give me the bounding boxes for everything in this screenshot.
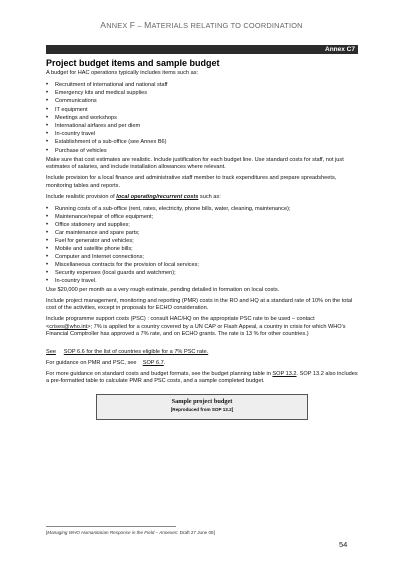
see-reference	[46, 349, 358, 357]
budget-item: • Emergency kits and medical supplies	[46, 89, 358, 97]
header-annex-initial: A	[100, 20, 107, 30]
sample-budget-subtitle: [Reproduced from SOP 13.2]	[170, 406, 234, 412]
recurrent-cost-item: • Computer and Internet connections;	[46, 253, 358, 261]
guidance1-end: .	[163, 359, 166, 366]
header-materials-initial: M	[144, 20, 152, 30]
monthly-estimate-paragraph: Use $20,000 per month as a very rough estimate, pending detailed in formation on local costs.	[46, 286, 280, 293]
footer-italic: Managing WHO Humanitarian Response in the Field – Annexes	[47, 530, 178, 535]
recurrent-cost-item: • In-country travel.	[46, 277, 358, 285]
footer-rest: : Draft 27 June 08]	[177, 530, 215, 535]
budget-item: • Communications	[46, 97, 358, 105]
intro-paragraph: A budget for HAC operations typically includes items such as:	[46, 70, 199, 76]
footer-citation	[46, 530, 215, 535]
running-header	[0, 20, 403, 30]
psc-text-2: >; 7% is applied for a country covered by a UN CAP or Flash Appeal, a country in crisis for which WHO's Financial Comptroller has approved a 7% rate, and on ECHO grants. The rate is 13 % for other countries.)	[46, 323, 346, 338]
guidance2-text-2: . SOP 13.2 also includes a pre-formatted table to calculate PMR and PSC costs, and a sample completed budget.	[46, 370, 358, 385]
pmr-paragraph: Include project management, monitoring and reporting (PMR) costs in the RO and HQ at a standard rate of 10% on the total cost of the activities, except in proposals for ECHO consideration.	[46, 297, 353, 312]
see-text: for the list of countries eligible for a 7% PSC rate.	[84, 348, 209, 355]
recurrent-suffix: such as:	[198, 193, 221, 200]
cost-estimates-paragraph: Make sure that cost estimates are realistic. Include justification for each budget line. Use standard costs for staff, not just estimates of salaries, and include installation allowances where relevant.	[46, 156, 344, 171]
sop-6-7-link[interactable]: SOP 6.7	[142, 359, 164, 366]
budget-item: • Recruitment of international and national staff	[46, 81, 358, 89]
header-materials-rest: ATERIALS RELATING TO COORDINATION	[151, 21, 303, 30]
budget-item: • International airfares and per diem	[46, 122, 358, 130]
recurrent-bold: local operating/recurrent costs	[116, 193, 199, 200]
budget-items-list	[46, 81, 358, 155]
page-content	[46, 58, 358, 420]
psc-text-1: Include programme support costs (PSC) : consult HAC/HQ on the appropriate PSC rate to be used – contact <	[46, 316, 315, 330]
see-label: See	[46, 348, 56, 355]
email-link[interactable]: crises@who.int	[49, 323, 88, 330]
sop-13-2-link[interactable]: SOP 13.2	[272, 370, 297, 377]
budget-item: • In-country travel	[46, 130, 358, 138]
header-annex-letter: F	[129, 20, 136, 30]
page-number: 54	[339, 540, 348, 549]
guidance-pmr-psc	[46, 360, 358, 368]
header-separator: –	[135, 21, 145, 30]
recurrent-cost-item: • Office stationery and supplies;	[46, 221, 358, 229]
recurrent-cost-item: • Car maintenance and spare parts;	[46, 229, 358, 237]
recurrent-cost-item: • Security expenses (local guards and watchmen);	[46, 269, 358, 277]
guidance2-text-1: For more guidance on standard costs and budget formats, see the budget planning table in	[46, 370, 273, 377]
guidance-budget-formats	[46, 371, 358, 386]
sop-6-6-link[interactable]: SOP 6.6	[63, 348, 85, 355]
footer-open: [	[46, 530, 48, 535]
psc-paragraph	[46, 316, 358, 339]
sample-budget-title: Sample project budget	[171, 397, 233, 405]
recurrent-cost-item: • Miscellaneous contracts for the provision of local services;	[46, 261, 358, 269]
budget-item: • IT equipment	[46, 106, 358, 114]
annex-label-bar: Annex C7	[46, 45, 358, 54]
budget-item: • Establishment of a sub-office (see Annex B6)	[46, 138, 358, 146]
page-title: Project budget items and sample budget	[46, 58, 220, 68]
header-annex-rest: NNEX	[106, 21, 130, 30]
budget-item: • Meetings and workshops	[46, 114, 358, 122]
recurrent-cost-item: • Mobile and satellite phone bills;	[46, 245, 358, 253]
recurrent-cost-item: • Running costs of a sub-office (rent, rates, electricity, phone bills, water, cleaning, maintenance);	[46, 205, 358, 213]
guidance1-text: For guidance on PMR and PSC, see	[46, 359, 139, 366]
local-staff-paragraph: Include provision for a local finance and administrative staff member to track expenditures and prepare spreadsheets, monitoring tables and reports.	[46, 175, 337, 189]
sample-budget-box	[96, 394, 308, 420]
recurrent-cost-item: • Maintenance/repair of office equipment;	[46, 213, 358, 221]
recurrent-cost-item: • Fuel for generator and vehicles;	[46, 237, 358, 245]
recurrent-costs-paragraph	[46, 194, 358, 202]
budget-item: • Purchase of vehicles	[46, 147, 358, 155]
footer-divider	[46, 526, 176, 527]
recurrent-costs-list	[46, 205, 358, 285]
recurrent-prefix: Include realistic provision of	[46, 193, 117, 200]
